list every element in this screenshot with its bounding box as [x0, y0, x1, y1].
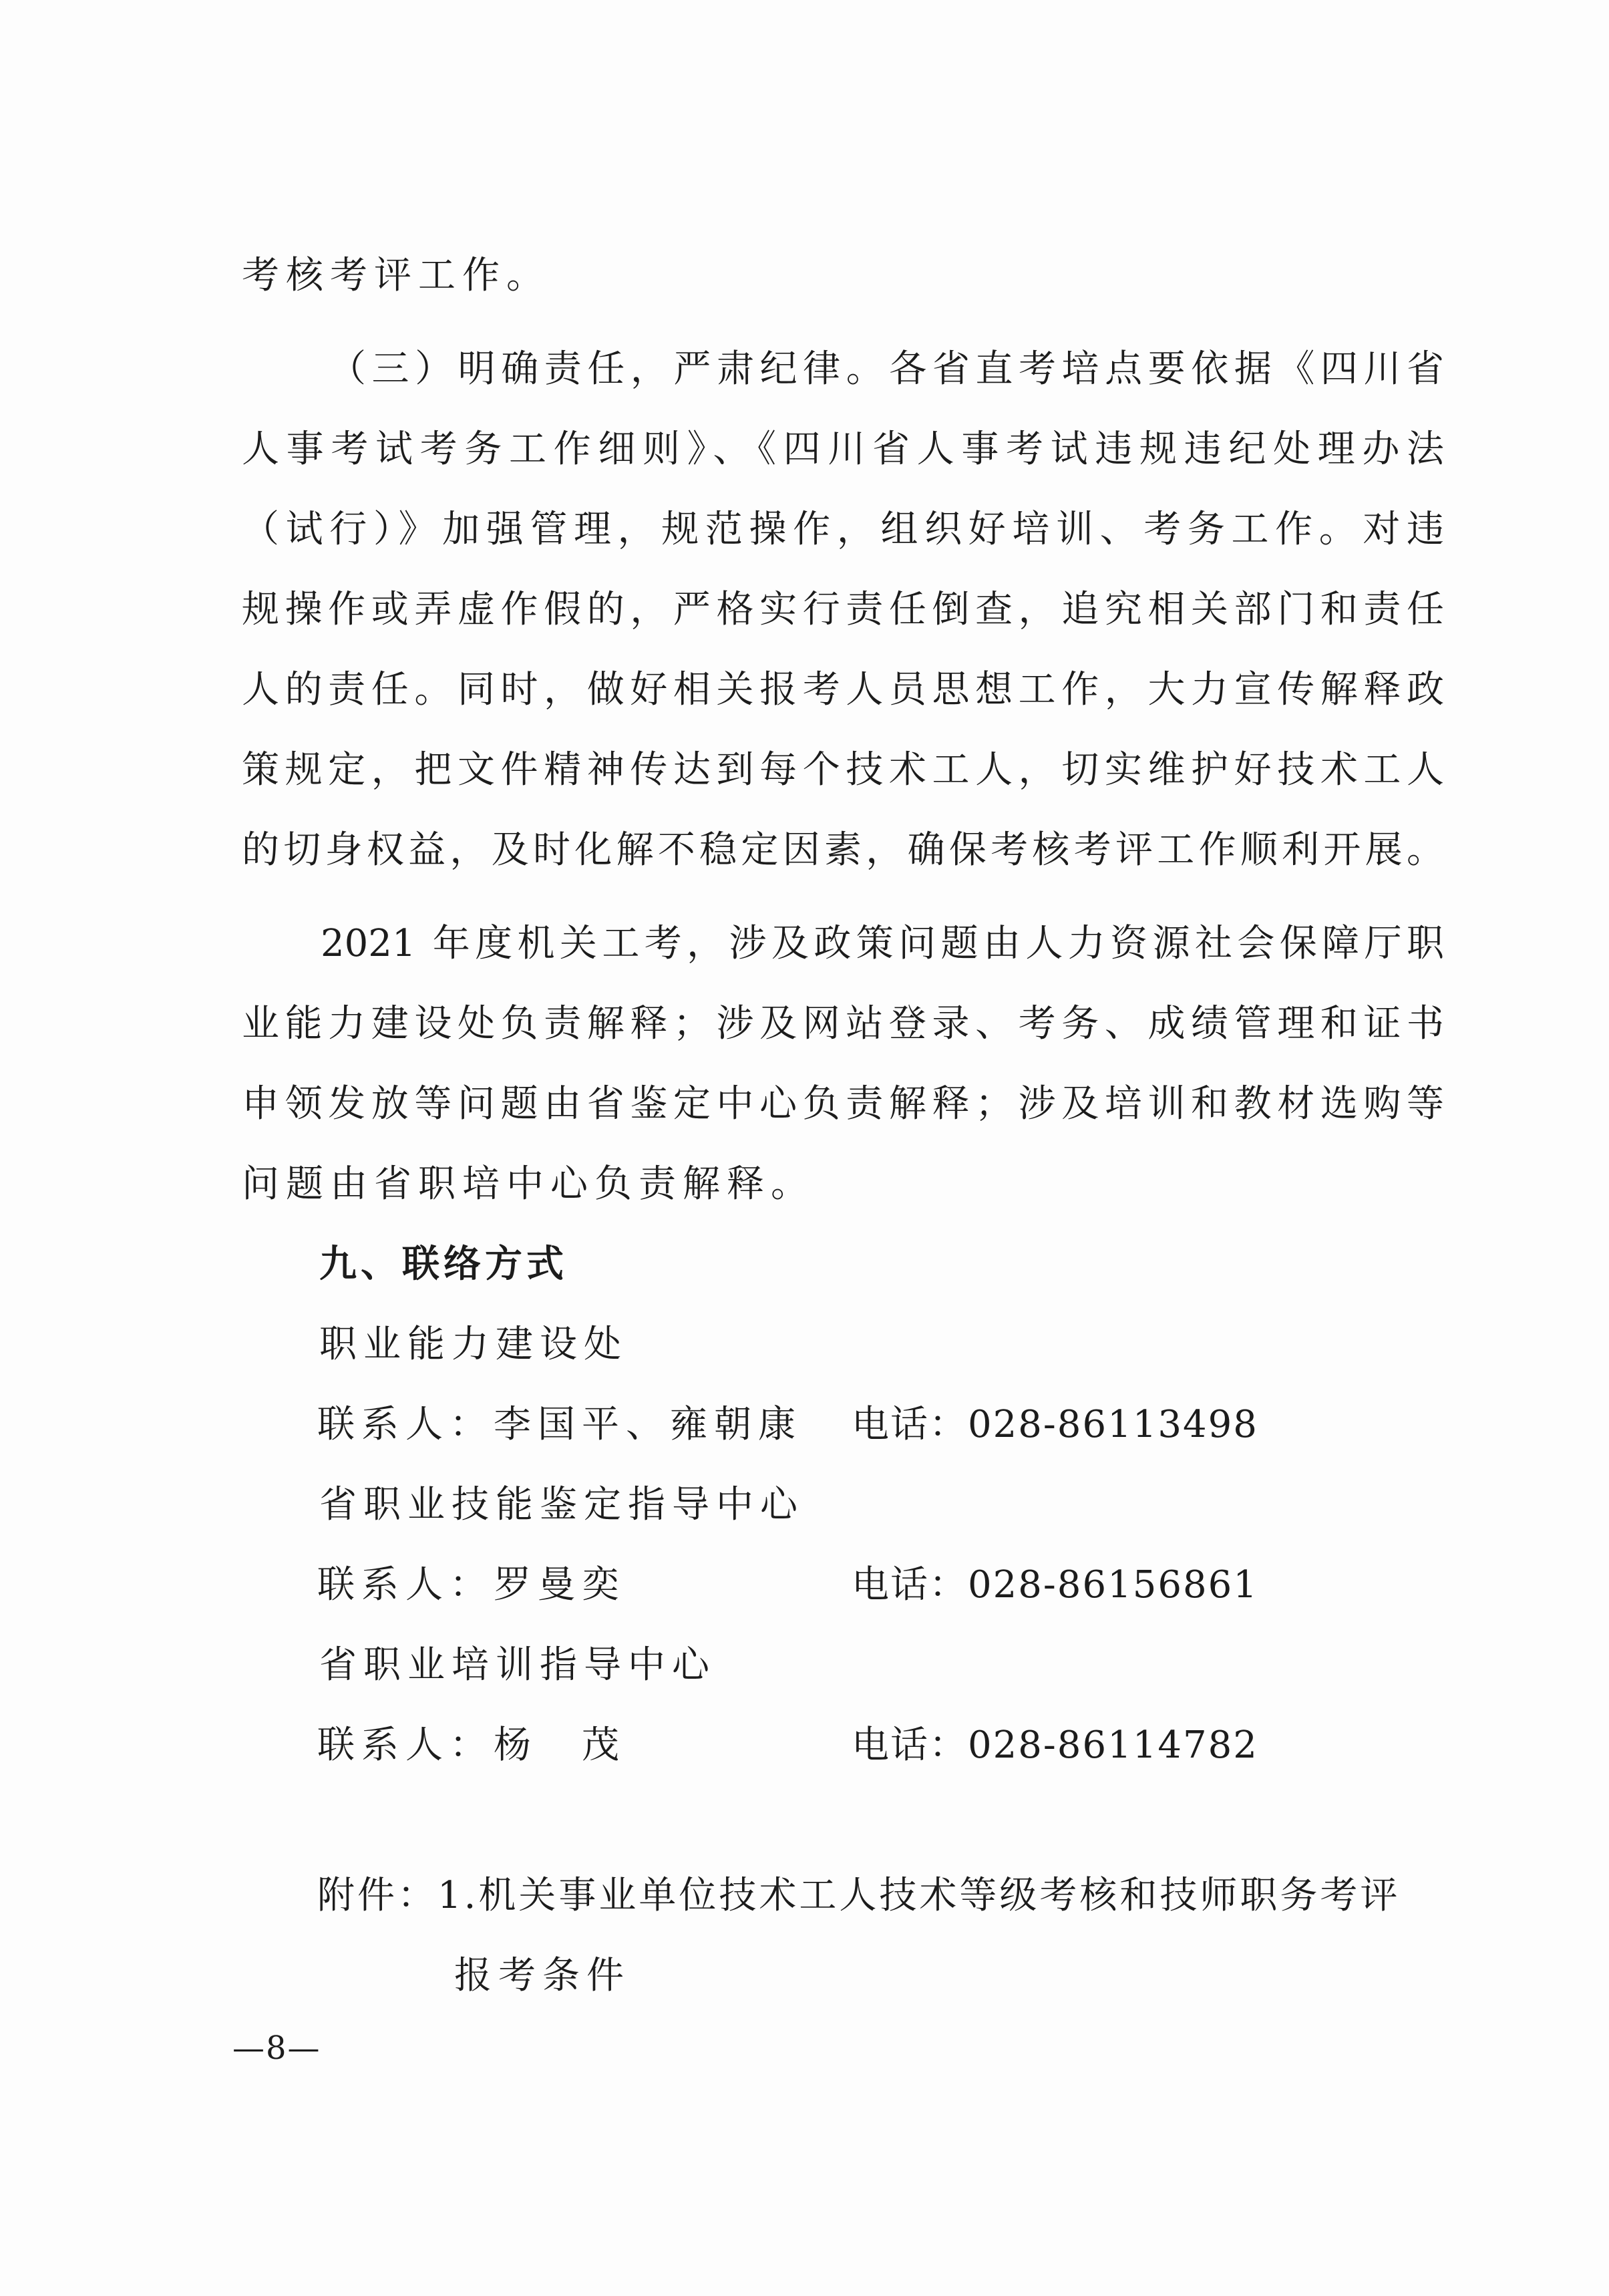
body-line-1: 考核考评工作。: [242, 254, 550, 297]
contact-phone: 电话：028-86114782: [852, 1724, 1258, 1767]
contact-phone: 电话：028-86113498: [852, 1403, 1258, 1446]
contact-org: 职业能力建设处: [319, 1323, 628, 1366]
body-line-11: 申领发放等问题由省鉴定中心负责解释；涉及培训和教材选购等: [242, 1082, 1444, 1126]
body-line-9: 2021 年度机关工考，涉及政策问题由人力资源社会保障厅职: [321, 922, 1444, 965]
contact-person: 联系人：罗曼奕: [317, 1563, 626, 1607]
section-heading: 九、联络方式: [319, 1243, 568, 1286]
contact-phone: 电话：028-86156861: [852, 1563, 1258, 1607]
body-line-6: 人的责任。同时，做好相关报考人员思想工作，大力宣传解释政: [242, 668, 1444, 711]
body-line-7: 策规定，把文件精神传达到每个技术工人，切实维护好技术工人: [242, 748, 1444, 792]
attachment-line-1: 附件：1.机关事业单位技术工人技术等级考核和技师职务考评: [317, 1874, 1401, 1917]
body-line-2: （三）明确责任，严肃纪律。各省直考培点要依据《四川省: [329, 347, 1444, 391]
contact-org: 省职业技能鉴定指导中心: [319, 1483, 804, 1526]
body-line-5: 规操作或弄虚作假的，严格实行责任倒查，追究相关部门和责任: [242, 588, 1444, 631]
body-line-8: 的切身权益，及时化解不稳定因素，确保考核考评工作顺利开展。: [242, 828, 1444, 872]
body-line-12: 问题由省职培中心负责解释。: [242, 1162, 815, 1206]
page-number: —8—: [232, 2029, 321, 2067]
contact-person: 联系人：杨 茂: [317, 1724, 626, 1767]
body-line-10: 业能力建设处负责解释；涉及网站登录、考务、成绩管理和证书: [242, 1002, 1444, 1045]
contact-person: 联系人：李国平、雍朝康: [317, 1403, 802, 1446]
body-line-4: （试行）》加强管理，规范操作，组织好培训、考务工作。对违: [242, 508, 1444, 551]
attachment-line-2: 报考条件: [454, 1954, 631, 1997]
contact-org: 省职业培训指导中心: [319, 1643, 716, 1687]
body-line-3: 人事考试考务工作细则》、《四川省人事考试违规违纪处理办法: [242, 428, 1444, 471]
